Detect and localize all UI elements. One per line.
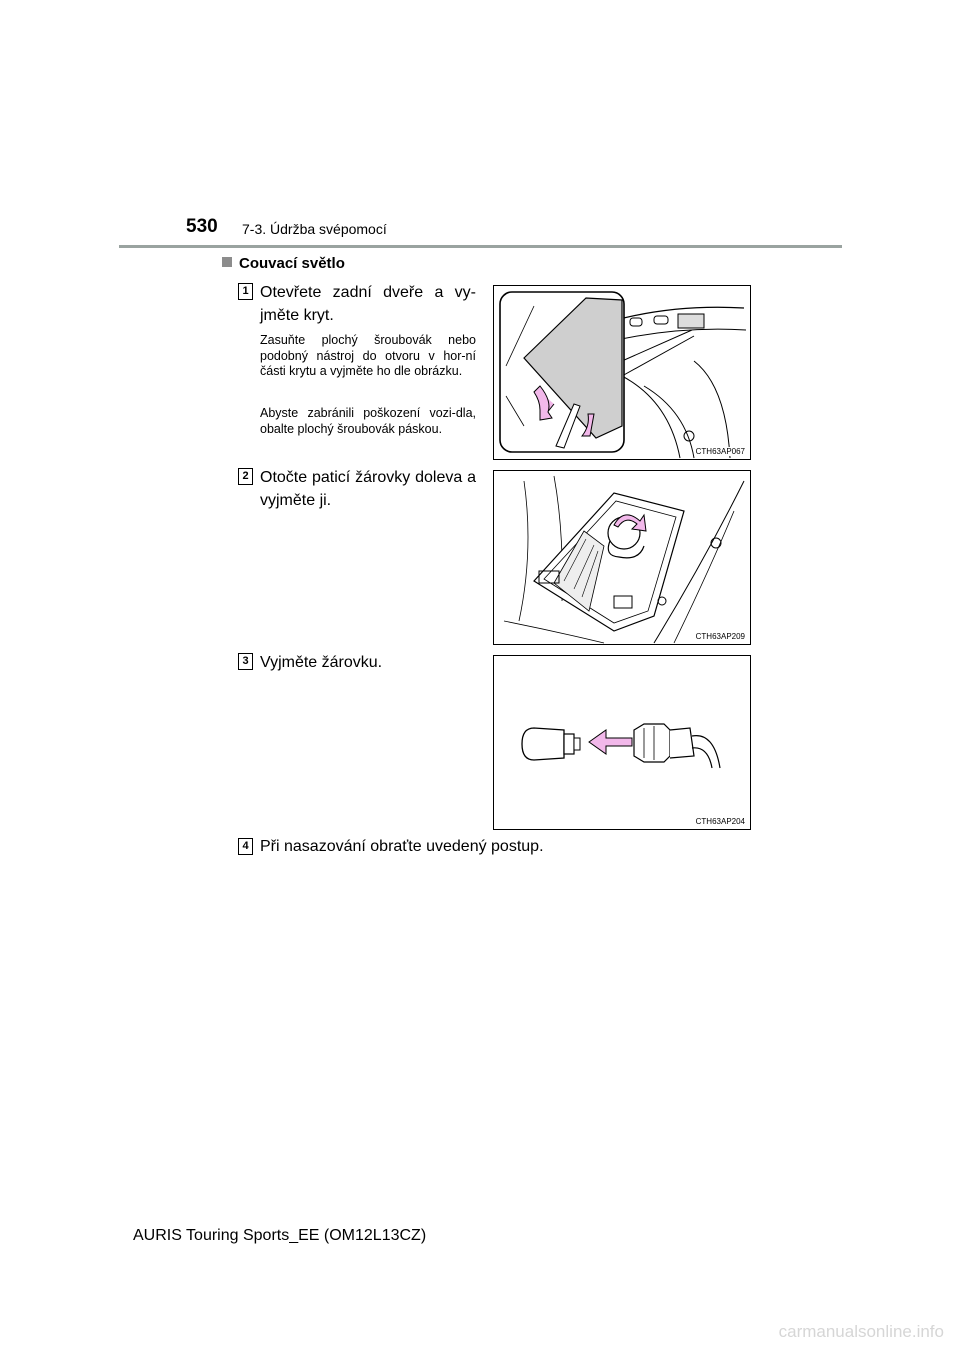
step-4-text: Při nasazování obraťte uvedený postup. [260,838,544,855]
bulb-socket-illustration [494,471,750,644]
header-rule [119,245,842,248]
square-bullet-icon [222,257,232,267]
step-number-badge: 4 [238,838,253,855]
section-heading [222,255,345,272]
step-2-text: Otočte paticí žárovky doleva a vyjměte ji. [260,469,476,509]
figure-code: CTH63AP204 [695,817,745,826]
step-number-badge: 2 [238,468,253,485]
step-1-note: Abyste zabránili poškození vozi-dla, obalte plochý šroubovák páskou. [260,406,476,436]
figure-remove-bulb [493,655,751,830]
section-title: 7-3. Údržba svépomocí [242,221,387,237]
watermark: carmanualsonline.info [778,1322,944,1341]
figure-code: CTH63AP209 [695,632,745,641]
bulb-removal-illustration [494,656,750,829]
step-number-badge: 3 [238,653,253,670]
step-1-note: Zasuňte plochý šroubovák nebo podobný nástroj do otvoru v hor-ní části krytu a vyjměte ho dle obrázku. [260,333,476,378]
step-1-text: Otevřete zadní dveře a vy-jměte kryt. [260,284,476,324]
tailgate-cover-illustration [494,286,750,459]
figure-remove-cover [493,285,751,460]
figure-code: CTH63AP067 [695,447,745,456]
figure-turn-socket [493,470,751,645]
section-heading-text: Couvací světlo [239,255,345,272]
step-number-badge: 1 [238,283,253,300]
step-3-text: Vyjměte žárovku. [260,654,383,671]
footer-manual-id: AURIS Touring Sports_EE (OM12L13CZ) [133,1227,427,1244]
page-number: 530 [186,216,218,237]
